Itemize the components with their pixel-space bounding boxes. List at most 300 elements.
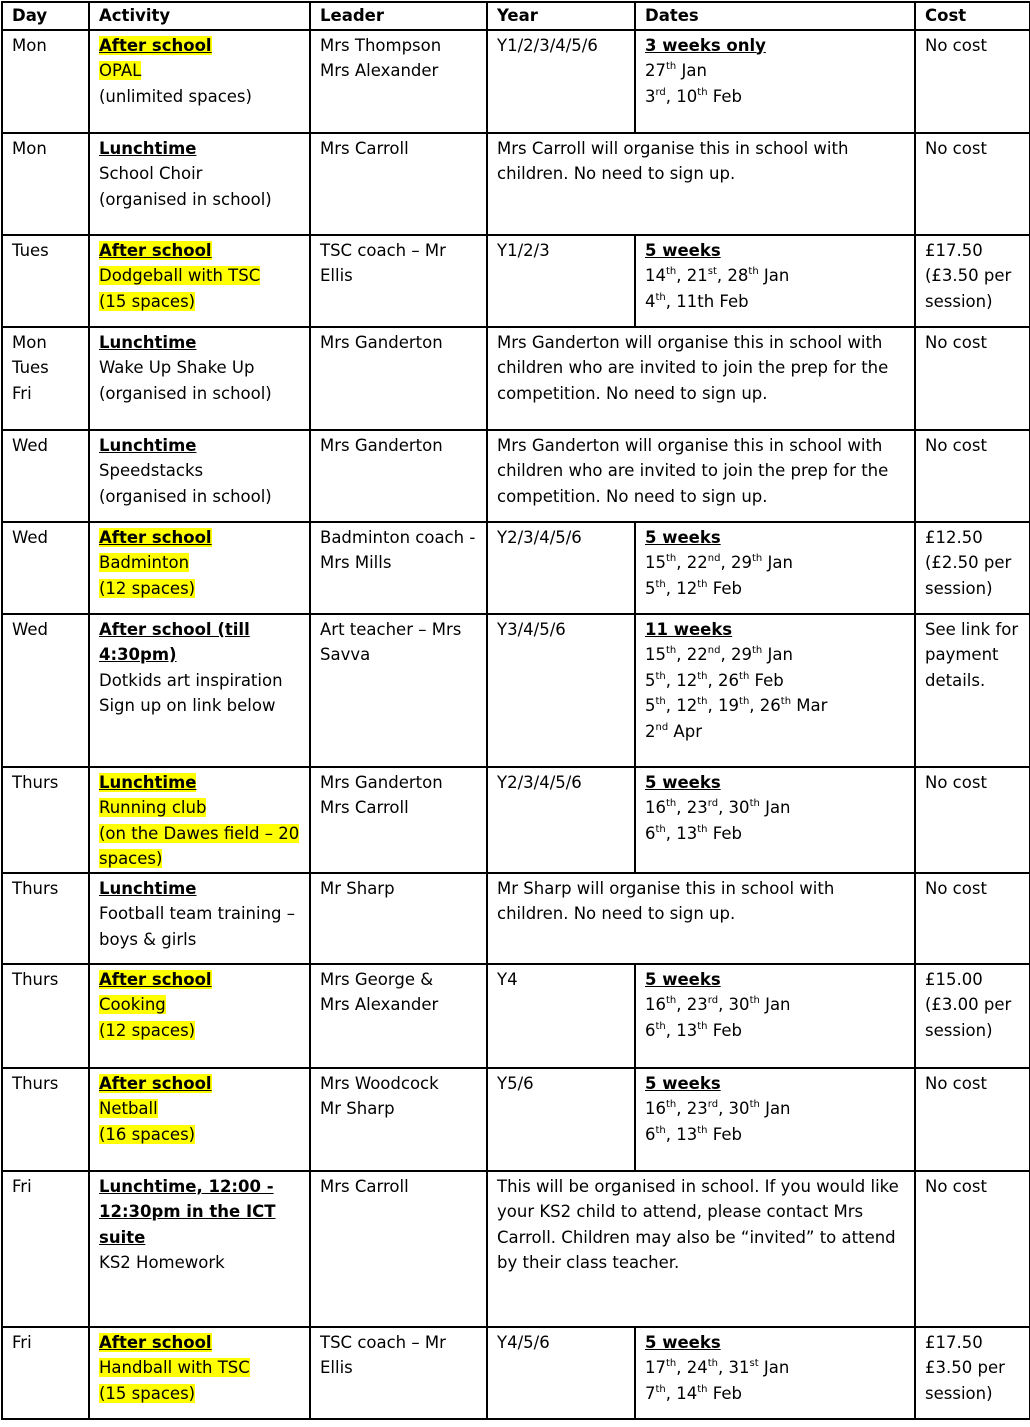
- date-text: , 14: [665, 1383, 698, 1403]
- date-text: Jan: [758, 1358, 790, 1377]
- day-cell: [2, 1068, 89, 1171]
- activity-time: Lunchtime: [99, 878, 197, 898]
- table-row: [2, 522, 1030, 614]
- activity-line: School Choir: [99, 164, 203, 183]
- activity-line: Sign up on link below: [99, 696, 276, 715]
- activity-cell: [89, 1327, 310, 1419]
- dates-line: [645, 1355, 905, 1381]
- cost-cell: [915, 614, 1030, 767]
- day-cell: [2, 327, 89, 430]
- date-text: , 30: [718, 995, 750, 1014]
- date-text: Jan: [758, 266, 790, 285]
- dates-cell: [635, 522, 915, 614]
- date-suffix: nd: [707, 645, 721, 656]
- dates-cell: [635, 614, 915, 767]
- dates-line: [645, 1122, 905, 1148]
- activity-time: Lunchtime, 12:00 - 12:30pm in the ICT suite: [99, 1176, 276, 1247]
- activity-cell: [89, 30, 310, 133]
- cost-text: No cost: [925, 138, 987, 158]
- date-suffix: th: [697, 670, 708, 682]
- date-suffix: th: [666, 1358, 677, 1369]
- leader-name: Art teacher – Mrs Savva: [320, 619, 462, 664]
- date-text: , 22: [676, 553, 708, 572]
- dates-cell: [635, 964, 915, 1068]
- dates-line: [645, 719, 905, 745]
- date-suffix: th: [749, 995, 760, 1006]
- leader-cell: [310, 133, 487, 235]
- leader-cell: [310, 767, 487, 873]
- activity-time: Lunchtime: [99, 435, 197, 455]
- day-label: Fri: [12, 383, 32, 403]
- dates-duration: 5 weeks: [645, 772, 721, 792]
- leader-name: Mr Sharp: [320, 1099, 395, 1118]
- day-label: Tues: [12, 358, 49, 377]
- activity-time: After school: [99, 240, 212, 260]
- dates-cell: [635, 1068, 915, 1171]
- date-text: , 29: [720, 553, 752, 572]
- activity-line: (15 spaces): [99, 1383, 196, 1403]
- dates-line: [645, 668, 905, 694]
- leader-name: Mrs Alexander: [320, 61, 439, 80]
- date-text: Jan: [762, 645, 793, 664]
- activity-line: Dodgeball with TSC: [99, 266, 261, 285]
- cost-text: £17.50: [925, 1332, 983, 1352]
- activity-line: Running club: [99, 798, 207, 817]
- cost-text: No cost: [925, 1176, 987, 1196]
- date-suffix: th: [739, 670, 750, 682]
- date-text: , 26: [749, 696, 781, 715]
- day-cell: [2, 1171, 89, 1327]
- table-row: [2, 327, 1030, 430]
- leader-name: TSC coach – Mr Ellis: [320, 1332, 446, 1377]
- date-suffix: th: [666, 798, 677, 809]
- activity-line: Cooking: [99, 995, 166, 1014]
- date-text: , 23: [676, 1099, 708, 1118]
- date-text: Jan: [762, 553, 793, 572]
- day-cell: [2, 1327, 89, 1419]
- year-cell: Y2/3/4/5/6: [487, 767, 635, 873]
- dates-line: [645, 821, 905, 847]
- year-cell: Y4: [487, 964, 635, 1068]
- note-cell: Mrs Ganderton will organise this in school with children who are invited to join the prep for the competition. No need to sign up.: [487, 327, 915, 430]
- cost-text: No cost: [925, 772, 987, 792]
- year-cell: Y2/3/4/5/6: [487, 522, 635, 614]
- date-suffix: rd: [707, 995, 719, 1006]
- date-suffix: th: [666, 995, 677, 1006]
- date-text: 5: [645, 696, 656, 715]
- date-text: 6: [645, 1020, 656, 1040]
- date-text: Jan: [759, 1099, 791, 1118]
- activity-time: After school: [99, 35, 212, 55]
- leader-cell: [310, 1327, 487, 1419]
- date-text: , 13: [665, 1124, 698, 1144]
- cost-cell: [915, 430, 1030, 522]
- leader-cell: [310, 430, 487, 522]
- table-body: [2, 30, 1030, 1419]
- day-cell: [2, 614, 89, 767]
- cost-text: No cost: [925, 1073, 987, 1093]
- date-text: , 29: [720, 645, 752, 664]
- day-cell: [2, 964, 89, 1068]
- date-text: 14: [645, 266, 666, 285]
- table-row: [2, 1068, 1030, 1171]
- activity-line: Badminton: [99, 553, 190, 572]
- table-row: [2, 30, 1030, 133]
- day-label: Mon: [12, 35, 47, 55]
- date-text: , 13: [665, 823, 698, 843]
- date-text: , 19: [707, 696, 740, 715]
- date-text: , 28: [716, 266, 749, 285]
- date-text: Jan: [759, 798, 791, 817]
- date-suffix: th: [666, 266, 677, 277]
- date-text: , 31: [718, 1358, 750, 1377]
- dates-line: [645, 84, 905, 110]
- date-text: 16: [645, 995, 666, 1014]
- leader-name: Mrs Thompson: [320, 35, 442, 55]
- activity-cell: [89, 964, 310, 1068]
- leader-name: Mrs Woodcock: [320, 1073, 439, 1093]
- year-cell: Y4/5/6: [487, 1327, 635, 1419]
- leader-name: Mrs Carroll: [320, 798, 409, 817]
- activity-cell: [89, 873, 310, 964]
- activity-time: Lunchtime: [99, 332, 197, 352]
- cost-text: (£2.50 per session): [925, 553, 1012, 598]
- day-cell: [2, 235, 89, 327]
- day-label: Wed: [12, 619, 48, 639]
- date-suffix: rd: [707, 1099, 719, 1110]
- activity-line: KS2 Homework: [99, 1253, 225, 1272]
- date-suffix: th: [655, 578, 666, 590]
- date-text: Feb: [707, 1124, 742, 1144]
- leader-name: Mrs Alexander: [320, 995, 439, 1014]
- date-text: , 23: [676, 798, 708, 817]
- cost-text: No cost: [925, 878, 987, 898]
- clubs-table: [1, 1, 1030, 1420]
- date-text: , 12: [665, 696, 698, 715]
- cost-cell: [915, 30, 1030, 133]
- date-text: Jan: [759, 995, 791, 1014]
- activity-cell: [89, 767, 310, 873]
- date-suffix: th: [707, 1358, 719, 1369]
- date-text: Feb: [707, 86, 743, 106]
- date-suffix: th: [666, 1099, 677, 1110]
- cost-cell: [915, 327, 1030, 430]
- dates-line: [645, 576, 905, 602]
- dates-line: [645, 1096, 905, 1122]
- activity-line: (organised in school): [99, 189, 272, 209]
- date-suffix: th: [655, 823, 666, 835]
- cost-text: (£3.00 per session): [925, 995, 1012, 1040]
- day-label: Thurs: [12, 1073, 59, 1093]
- activity-time: After school: [99, 1073, 212, 1093]
- date-text: 5: [645, 670, 656, 690]
- activity-time: Lunchtime: [99, 772, 197, 792]
- date-text: Feb: [707, 1383, 742, 1403]
- day-label: Thurs: [12, 969, 59, 989]
- activity-time: After school: [99, 969, 212, 989]
- activity-line: (organised in school): [99, 486, 272, 506]
- activity-line: Dotkids art inspiration: [99, 670, 283, 690]
- date-text: 17: [645, 1358, 666, 1377]
- date-text: 5: [645, 578, 656, 598]
- leader-cell: [310, 522, 487, 614]
- day-label: Mon: [12, 332, 47, 352]
- date-text: , 13: [665, 1020, 698, 1040]
- cost-text: (£3.50 per session): [925, 266, 1012, 311]
- table-row: [2, 964, 1030, 1068]
- table-row: [2, 133, 1030, 235]
- date-text: 27: [645, 61, 666, 80]
- date-suffix: th: [655, 1124, 666, 1136]
- header-cost: Cost: [915, 2, 1030, 30]
- header-activity: Activity: [89, 2, 310, 30]
- activity-time: Lunchtime: [99, 138, 197, 158]
- date-text: 15: [645, 553, 666, 572]
- year-cell: Y3/4/5/6: [487, 614, 635, 767]
- activity-line: OPAL: [99, 61, 142, 80]
- activity-time: After school: [99, 527, 212, 547]
- activity-cell: [89, 235, 310, 327]
- activity-cell: [89, 327, 310, 430]
- day-label: Mon: [12, 138, 47, 158]
- cost-text: No cost: [925, 332, 987, 352]
- leader-cell: [310, 873, 487, 964]
- header-row: [2, 2, 1030, 30]
- date-text: 16: [645, 1099, 666, 1118]
- date-suffix: th: [749, 798, 760, 809]
- dates-line: [645, 263, 905, 289]
- activity-cell: [89, 133, 310, 235]
- activity-cell: [89, 522, 310, 614]
- activity-line: (12 spaces): [99, 1020, 196, 1040]
- day-cell: [2, 873, 89, 964]
- date-suffix: th: [655, 696, 666, 707]
- date-suffix: th: [751, 553, 763, 564]
- table-row: [2, 1327, 1030, 1419]
- leader-cell: [310, 1171, 487, 1327]
- dates-line: [645, 289, 905, 315]
- day-cell: [2, 767, 89, 873]
- cost-text: No cost: [925, 35, 987, 55]
- activity-line: Wake Up Shake Up: [99, 358, 255, 377]
- dates-duration: 5 weeks: [645, 527, 721, 547]
- date-text: Feb: [749, 670, 784, 690]
- date-text: Mar: [791, 696, 828, 715]
- cost-cell: [915, 873, 1030, 964]
- date-text: Feb: [707, 1020, 742, 1040]
- date-text: 6: [645, 1124, 656, 1144]
- date-suffix: th: [666, 61, 677, 72]
- date-suffix: th: [697, 578, 708, 590]
- header-dates: Dates: [635, 2, 915, 30]
- day-cell: [2, 133, 89, 235]
- dates-cell: [635, 767, 915, 873]
- leader-name: Mrs Ganderton: [320, 772, 443, 792]
- date-suffix: th: [697, 696, 708, 707]
- dates-line: [645, 1018, 905, 1044]
- activity-line: (16 spaces): [99, 1124, 196, 1144]
- date-text: , 30: [718, 1099, 750, 1118]
- cost-text: £12.50: [925, 527, 983, 547]
- day-label: Wed: [12, 435, 48, 455]
- leader-name: Mrs George &: [320, 969, 434, 989]
- dates-duration: 5 weeks: [645, 969, 721, 989]
- cost-text: £15.00: [925, 969, 983, 989]
- day-label: Thurs: [12, 772, 59, 792]
- activity-time: After school: [99, 1332, 212, 1352]
- date-suffix: th: [697, 1383, 708, 1395]
- leader-cell: [310, 964, 487, 1068]
- date-text: 2: [645, 721, 656, 741]
- dates-line: [645, 693, 905, 719]
- date-text: 15: [645, 645, 666, 664]
- header-year: Year: [487, 2, 635, 30]
- activity-line: (15 spaces): [99, 291, 196, 311]
- date-text: 7: [645, 1383, 656, 1403]
- day-label: Fri: [12, 1176, 32, 1196]
- date-text: Feb: [707, 823, 742, 843]
- date-text: 16: [645, 798, 666, 817]
- date-suffix: th: [697, 1124, 708, 1136]
- cost-cell: [915, 1068, 1030, 1171]
- date-text: , 12: [665, 578, 698, 598]
- table-row: [2, 1171, 1030, 1327]
- cost-cell: [915, 522, 1030, 614]
- date-suffix: th: [749, 1099, 760, 1110]
- table-row: [2, 235, 1030, 327]
- cost-text: No cost: [925, 435, 987, 455]
- activity-line: Netball: [99, 1099, 158, 1118]
- date-text: , 24: [676, 1358, 708, 1377]
- activity-line: (organised in school): [99, 383, 272, 403]
- cost-cell: [915, 767, 1030, 873]
- activity-line: Handball with TSC: [99, 1358, 250, 1377]
- cost-cell: [915, 1171, 1030, 1327]
- date-suffix: st: [749, 1358, 759, 1369]
- dates-cell: [635, 235, 915, 327]
- dates-line: [645, 992, 905, 1018]
- header-leader: Leader: [310, 2, 487, 30]
- header-day: Day: [2, 2, 89, 30]
- dates-line: [645, 58, 905, 84]
- year-cell: Y1/2/3: [487, 235, 635, 327]
- activity-time: After school (till 4:30pm): [99, 619, 250, 664]
- table-row: [2, 873, 1030, 964]
- cost-text: £3.50 per session): [925, 1358, 1005, 1403]
- day-label: Thurs: [12, 878, 59, 898]
- table-row: [2, 614, 1030, 767]
- leader-cell: [310, 235, 487, 327]
- dates-cell: [635, 30, 915, 133]
- date-suffix: th: [751, 645, 763, 656]
- day-label: Tues: [12, 240, 49, 260]
- date-text: Jan: [676, 61, 707, 80]
- cost-cell: [915, 964, 1030, 1068]
- activity-cell: [89, 430, 310, 522]
- date-suffix: nd: [655, 721, 669, 733]
- date-suffix: th: [666, 553, 677, 564]
- note-cell: Mrs Carroll will organise this in school with children. No need to sign up.: [487, 133, 915, 235]
- date-text: , 21: [676, 266, 708, 285]
- day-label: Fri: [12, 1332, 32, 1352]
- date-suffix: th: [697, 86, 708, 98]
- date-text: 4: [645, 291, 656, 311]
- date-text: 6: [645, 823, 656, 843]
- cost-cell: [915, 235, 1030, 327]
- date-suffix: th: [655, 291, 666, 303]
- leader-cell: [310, 614, 487, 767]
- activity-line: Football team training – boys & girls: [99, 904, 296, 949]
- leader-name: Mrs Ganderton: [320, 332, 443, 352]
- dates-duration: 5 weeks: [645, 1073, 721, 1093]
- dates-cell: [635, 1327, 915, 1419]
- activity-line: (on the Dawes field – 20 spaces): [99, 823, 300, 868]
- activity-line: (unlimited spaces): [99, 86, 252, 106]
- dates-duration: 11 weeks: [645, 619, 733, 639]
- dates-line: [645, 550, 905, 576]
- date-suffix: nd: [707, 553, 721, 564]
- cost-cell: [915, 1327, 1030, 1419]
- activity-cell: [89, 1068, 310, 1171]
- date-text: , 11th Feb: [665, 291, 749, 311]
- dates-line: [645, 642, 905, 668]
- date-text: Feb: [707, 578, 742, 598]
- day-cell: [2, 430, 89, 522]
- dates-duration: 3 weeks only: [645, 35, 766, 55]
- year-cell: Y5/6: [487, 1068, 635, 1171]
- day-cell: [2, 30, 89, 133]
- dates-line: [645, 1381, 905, 1407]
- date-text: , 30: [718, 798, 750, 817]
- table-row: [2, 767, 1030, 873]
- leader-name: Mrs Carroll: [320, 1176, 409, 1196]
- cost-text: See link for payment details.: [925, 619, 1019, 690]
- leader-cell: [310, 327, 487, 430]
- date-text: 3: [645, 86, 656, 106]
- activity-line: Speedstacks: [99, 461, 204, 480]
- dates-duration: 5 weeks: [645, 1332, 721, 1352]
- table-row: [2, 430, 1030, 522]
- leader-cell: [310, 30, 487, 133]
- dates-duration: 5 weeks: [645, 240, 721, 260]
- date-suffix: th: [697, 823, 708, 835]
- leader-name: Badminton coach - Mrs Mills: [320, 527, 476, 572]
- date-suffix: th: [697, 1020, 708, 1032]
- cost-cell: [915, 133, 1030, 235]
- date-suffix: th: [655, 670, 666, 682]
- note-cell: Mr Sharp will organise this in school with children. No need to sign up.: [487, 873, 915, 964]
- date-suffix: st: [707, 266, 717, 277]
- note-cell: This will be organised in school. If you would like your KS2 child to attend, please contact Mrs Carroll. Children may also be “invited” to attend by their class teacher.: [487, 1171, 915, 1327]
- activity-line: (12 spaces): [99, 578, 196, 598]
- day-label: Wed: [12, 527, 48, 547]
- date-suffix: th: [748, 266, 759, 277]
- leader-name: Mr Sharp: [320, 878, 395, 898]
- date-text: , 10: [665, 86, 698, 106]
- date-text: , 26: [707, 670, 740, 690]
- date-suffix: th: [780, 696, 792, 707]
- leader-name: TSC coach – Mr Ellis: [320, 240, 446, 285]
- dates-line: [645, 795, 905, 821]
- date-text: , 12: [665, 670, 698, 690]
- cost-text: £17.50: [925, 240, 983, 260]
- date-suffix: rd: [655, 86, 666, 98]
- activity-cell: [89, 614, 310, 767]
- date-text: Apr: [668, 721, 702, 741]
- leader-name: Mrs Carroll: [320, 138, 409, 158]
- year-cell: Y1/2/3/4/5/6: [487, 30, 635, 133]
- date-suffix: th: [666, 645, 677, 656]
